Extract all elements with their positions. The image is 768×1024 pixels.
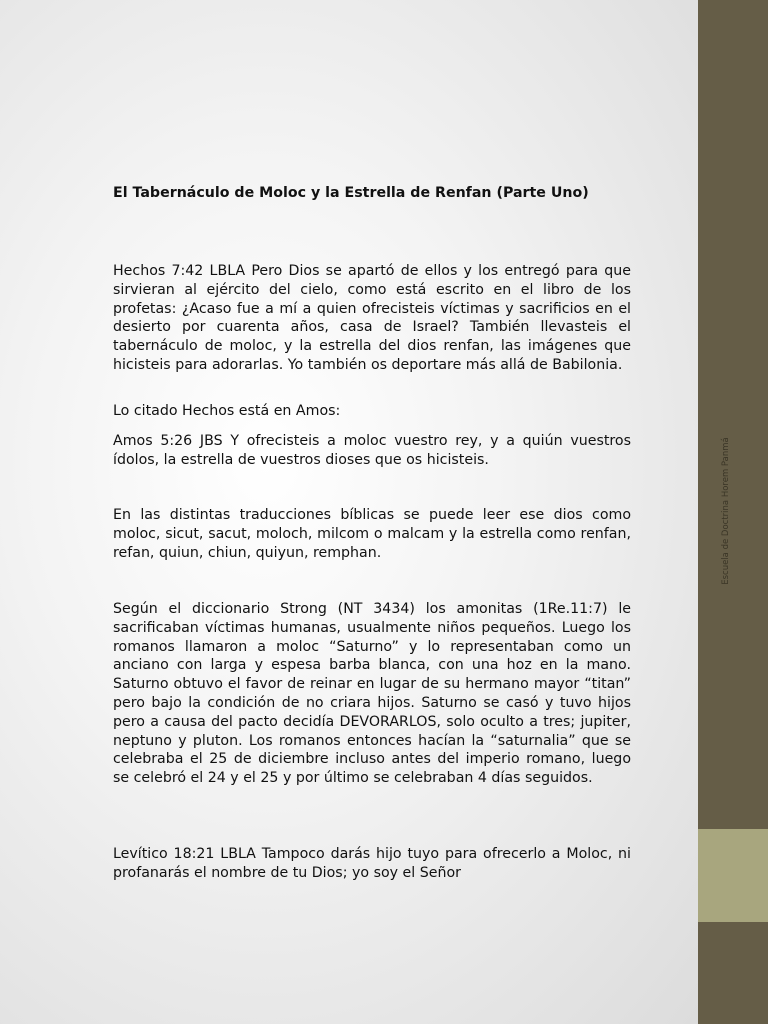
- sidebar-school-label: Escuela de Doctrina Horem Panmá: [721, 437, 731, 585]
- paragraph-hechos: Hechos 7:42 LBLA Pero Dios se apartó de ellos y los entregó para que sirvieran al ejército del cielo, como está escrito en el libro de los profetas: ¿Acaso fue a mí a quien ofrecisteis víctimas y sacrificios en el desierto por cuarenta años, casa de Israel? También llevasteis el tabernáculo de moloc, y la estrella del dios renfan, las imágenes que hicisteis para adorarlas. Yo también os deportare más allá de Babilonia.: [113, 263, 631, 373]
- paragraph-strong: Según el diccionario Strong (NT 3434) los amonitas (1Re.11:7) le sacrificaban víctimas humanas, usualmente niños pequeños. Luego los romanos llamaron a moloc “Saturno” y lo representaban como un anciano con larga y espesa barba blanca, con una hoz en la mano. Saturno obtuvo el favor de reinar en lugar de su hermano mayor “titan” pero bajo la condición de no criara hijos. Saturno se casó y tuvo hijos pero a causa del pacto decidía DEVORARLOS, solo oculto a tres; jupiter, neptuno y pluton. Los romanos entonces hacían la “saturnalia” que se celebraba el 25 de diciembre incluso antes del imperio romano, luego se celebró el 24 y el 25 y por último se celebraban 4 días seguidos.: [113, 601, 631, 787]
- paragraph-traducciones: En las distintas traducciones bíblicas se puede leer ese dios como moloc, sicut, sacut, moloch, milcom o malcam y la estrella como renfan, refan, quiun, chiun, quiyun, remphan.: [113, 507, 631, 561]
- sidebar-accent-block: [698, 829, 768, 922]
- paragraph-levitico: Levítico 18:21 LBLA Tampoco darás hijo tuyo para ofrecerlo a Moloc, ni profanarás el nombre de tu Dios; yo soy el Señor: [113, 846, 631, 881]
- paragraph-amos: Amos 5:26 JBS Y ofrecisteis a moloc vuestro rey, y a quiún vuestros ídolos, la estrella de vuestros dioses que os hicisteis.: [113, 433, 631, 468]
- document-title: El Tabernáculo de Moloc y la Estrella de Renfan (Parte Uno): [113, 185, 589, 201]
- paragraph-citado: Lo citado Hechos está en Amos:: [113, 403, 341, 419]
